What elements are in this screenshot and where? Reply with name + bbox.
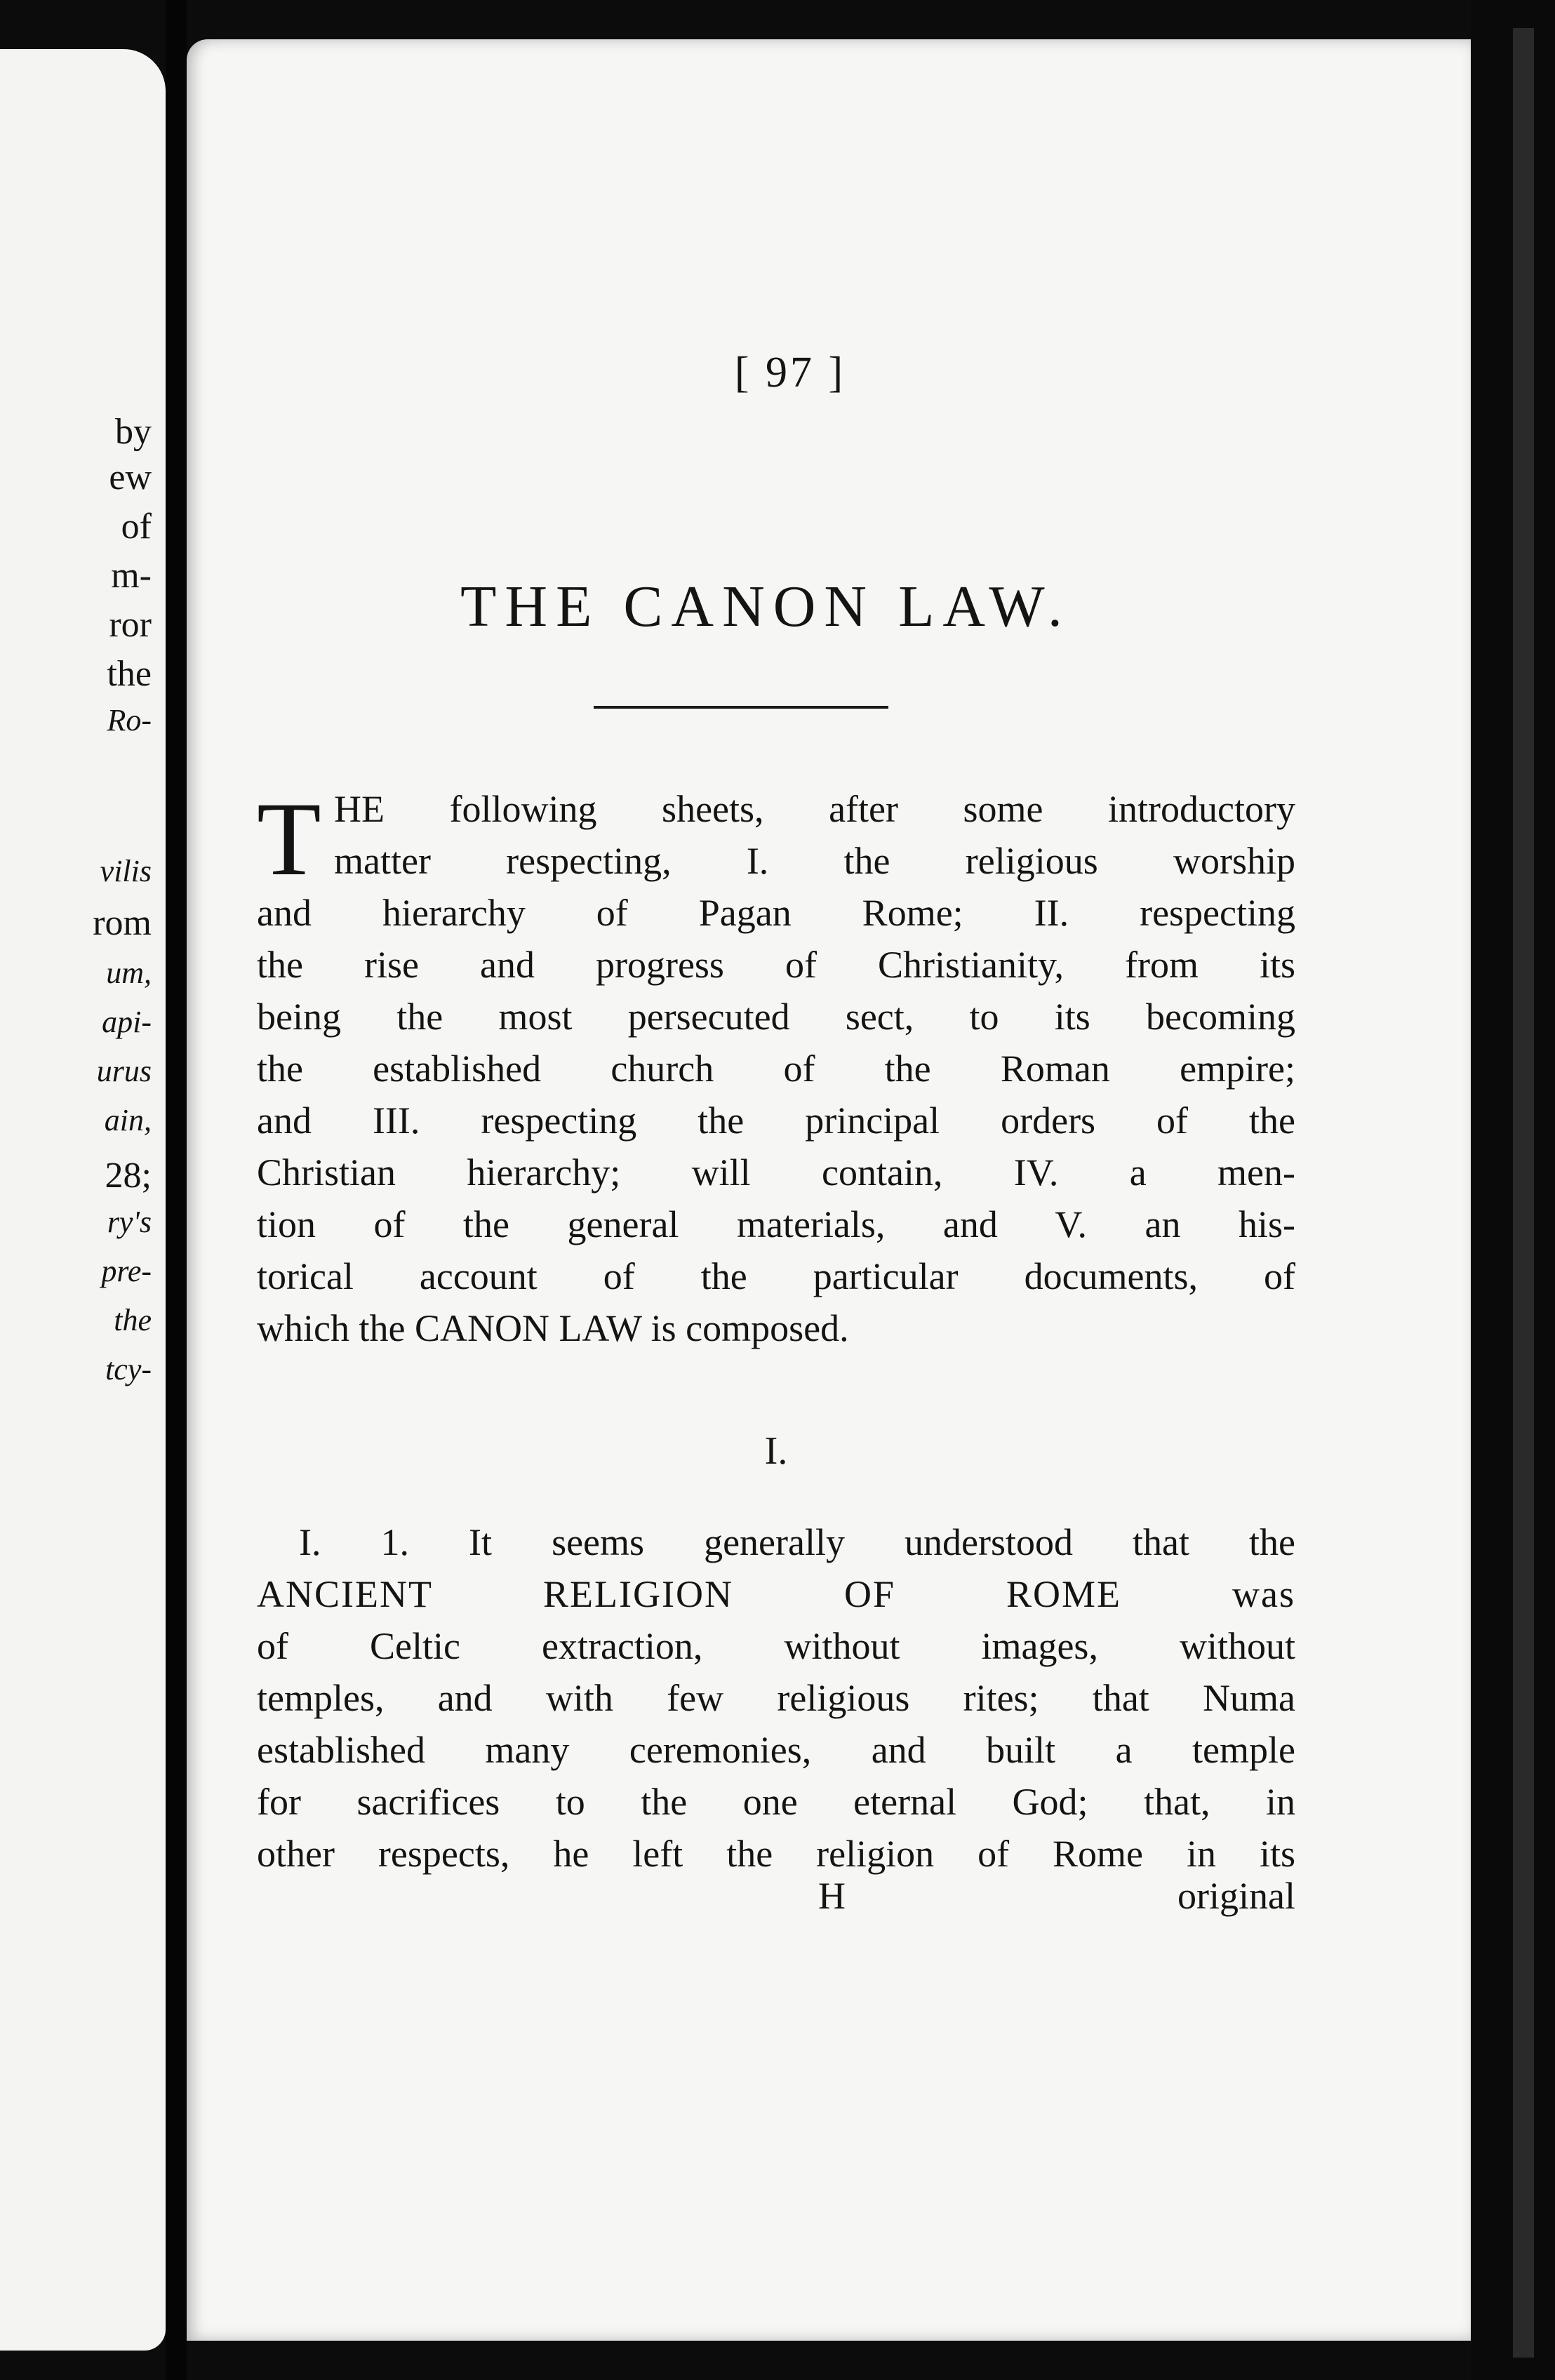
text-line: being the most persecuted sect, to its becoming bbox=[257, 996, 1295, 1038]
drop-cap: T bbox=[257, 781, 321, 897]
text-line: for sacrifices to the one eternal God; that, in bbox=[257, 1781, 1295, 1823]
text-line: I. 1. It seems generally understood that the bbox=[299, 1521, 1295, 1563]
section-paragraph bbox=[257, 1516, 1295, 1880]
left-page-line: 28; bbox=[105, 1156, 152, 1196]
left-page-line: api- bbox=[102, 1005, 152, 1039]
page-edge-strip bbox=[1513, 28, 1534, 2358]
left-page-line: vilis bbox=[100, 854, 152, 888]
left-page-line: ain, bbox=[104, 1103, 152, 1137]
title-rule bbox=[594, 706, 888, 709]
text-line: the rise and progress of Christianity, from its bbox=[257, 944, 1295, 986]
left-page-line: Ro- bbox=[107, 703, 152, 737]
text-line: other respects, he left the religion of Rome in its bbox=[257, 1833, 1295, 1875]
text-line: established many ceremonies, and built a temple bbox=[257, 1729, 1295, 1771]
text-line: torical account of the particular documents, of bbox=[257, 1255, 1295, 1297]
text-line: temples, and with few religious rites; that Numa bbox=[257, 1677, 1295, 1719]
left-page-line: ew bbox=[109, 457, 152, 497]
left-page-line: ry's bbox=[107, 1205, 152, 1239]
text-line: HE following sheets, after some introductory bbox=[334, 788, 1295, 830]
book-gutter bbox=[166, 0, 187, 2380]
left-page-line: um, bbox=[106, 956, 152, 990]
chapter-title: THE CANON LAW. bbox=[460, 574, 1071, 639]
left-page-line: of bbox=[121, 507, 152, 547]
text-line: and III. respecting the principal orders of the bbox=[257, 1099, 1295, 1142]
signature-mark: H bbox=[818, 1875, 846, 1917]
text-line: matter respecting, I. the religious worship bbox=[334, 840, 1295, 882]
section-numeral: I. bbox=[764, 1429, 788, 1473]
catchword: original bbox=[1177, 1875, 1295, 1917]
left-page-line: tcy- bbox=[105, 1352, 152, 1386]
left-page-line: m- bbox=[111, 556, 152, 596]
book-page bbox=[187, 39, 1471, 2341]
previous-page-fragment bbox=[0, 49, 166, 2351]
text-line: ANCIENT RELIGION OF ROME was bbox=[257, 1573, 1295, 1615]
text-line: tion of the general materials, and V. an his- bbox=[257, 1203, 1295, 1245]
left-page-line: the bbox=[107, 654, 152, 694]
intro-paragraph bbox=[257, 783, 1295, 1354]
text-line: Christian hierarchy; will contain, IV. a men- bbox=[257, 1151, 1295, 1194]
left-page-line: rom bbox=[93, 903, 152, 943]
right-page-edge bbox=[1471, 0, 1555, 2380]
page-number: [ 97 ] bbox=[734, 349, 846, 396]
left-page-line: pre- bbox=[101, 1254, 152, 1288]
left-page-line: urus bbox=[96, 1054, 152, 1088]
left-page-line: the bbox=[114, 1303, 152, 1337]
text-line: which the CANON LAW is composed. bbox=[257, 1307, 849, 1349]
text-line: the established church of the Roman empire; bbox=[257, 1048, 1295, 1090]
left-page-line: by bbox=[115, 412, 152, 452]
text-line: of Celtic extraction, without images, without bbox=[257, 1625, 1295, 1667]
text-line: and hierarchy of Pagan Rome; II. respecting bbox=[257, 892, 1295, 934]
left-page-line: ror bbox=[109, 605, 152, 645]
